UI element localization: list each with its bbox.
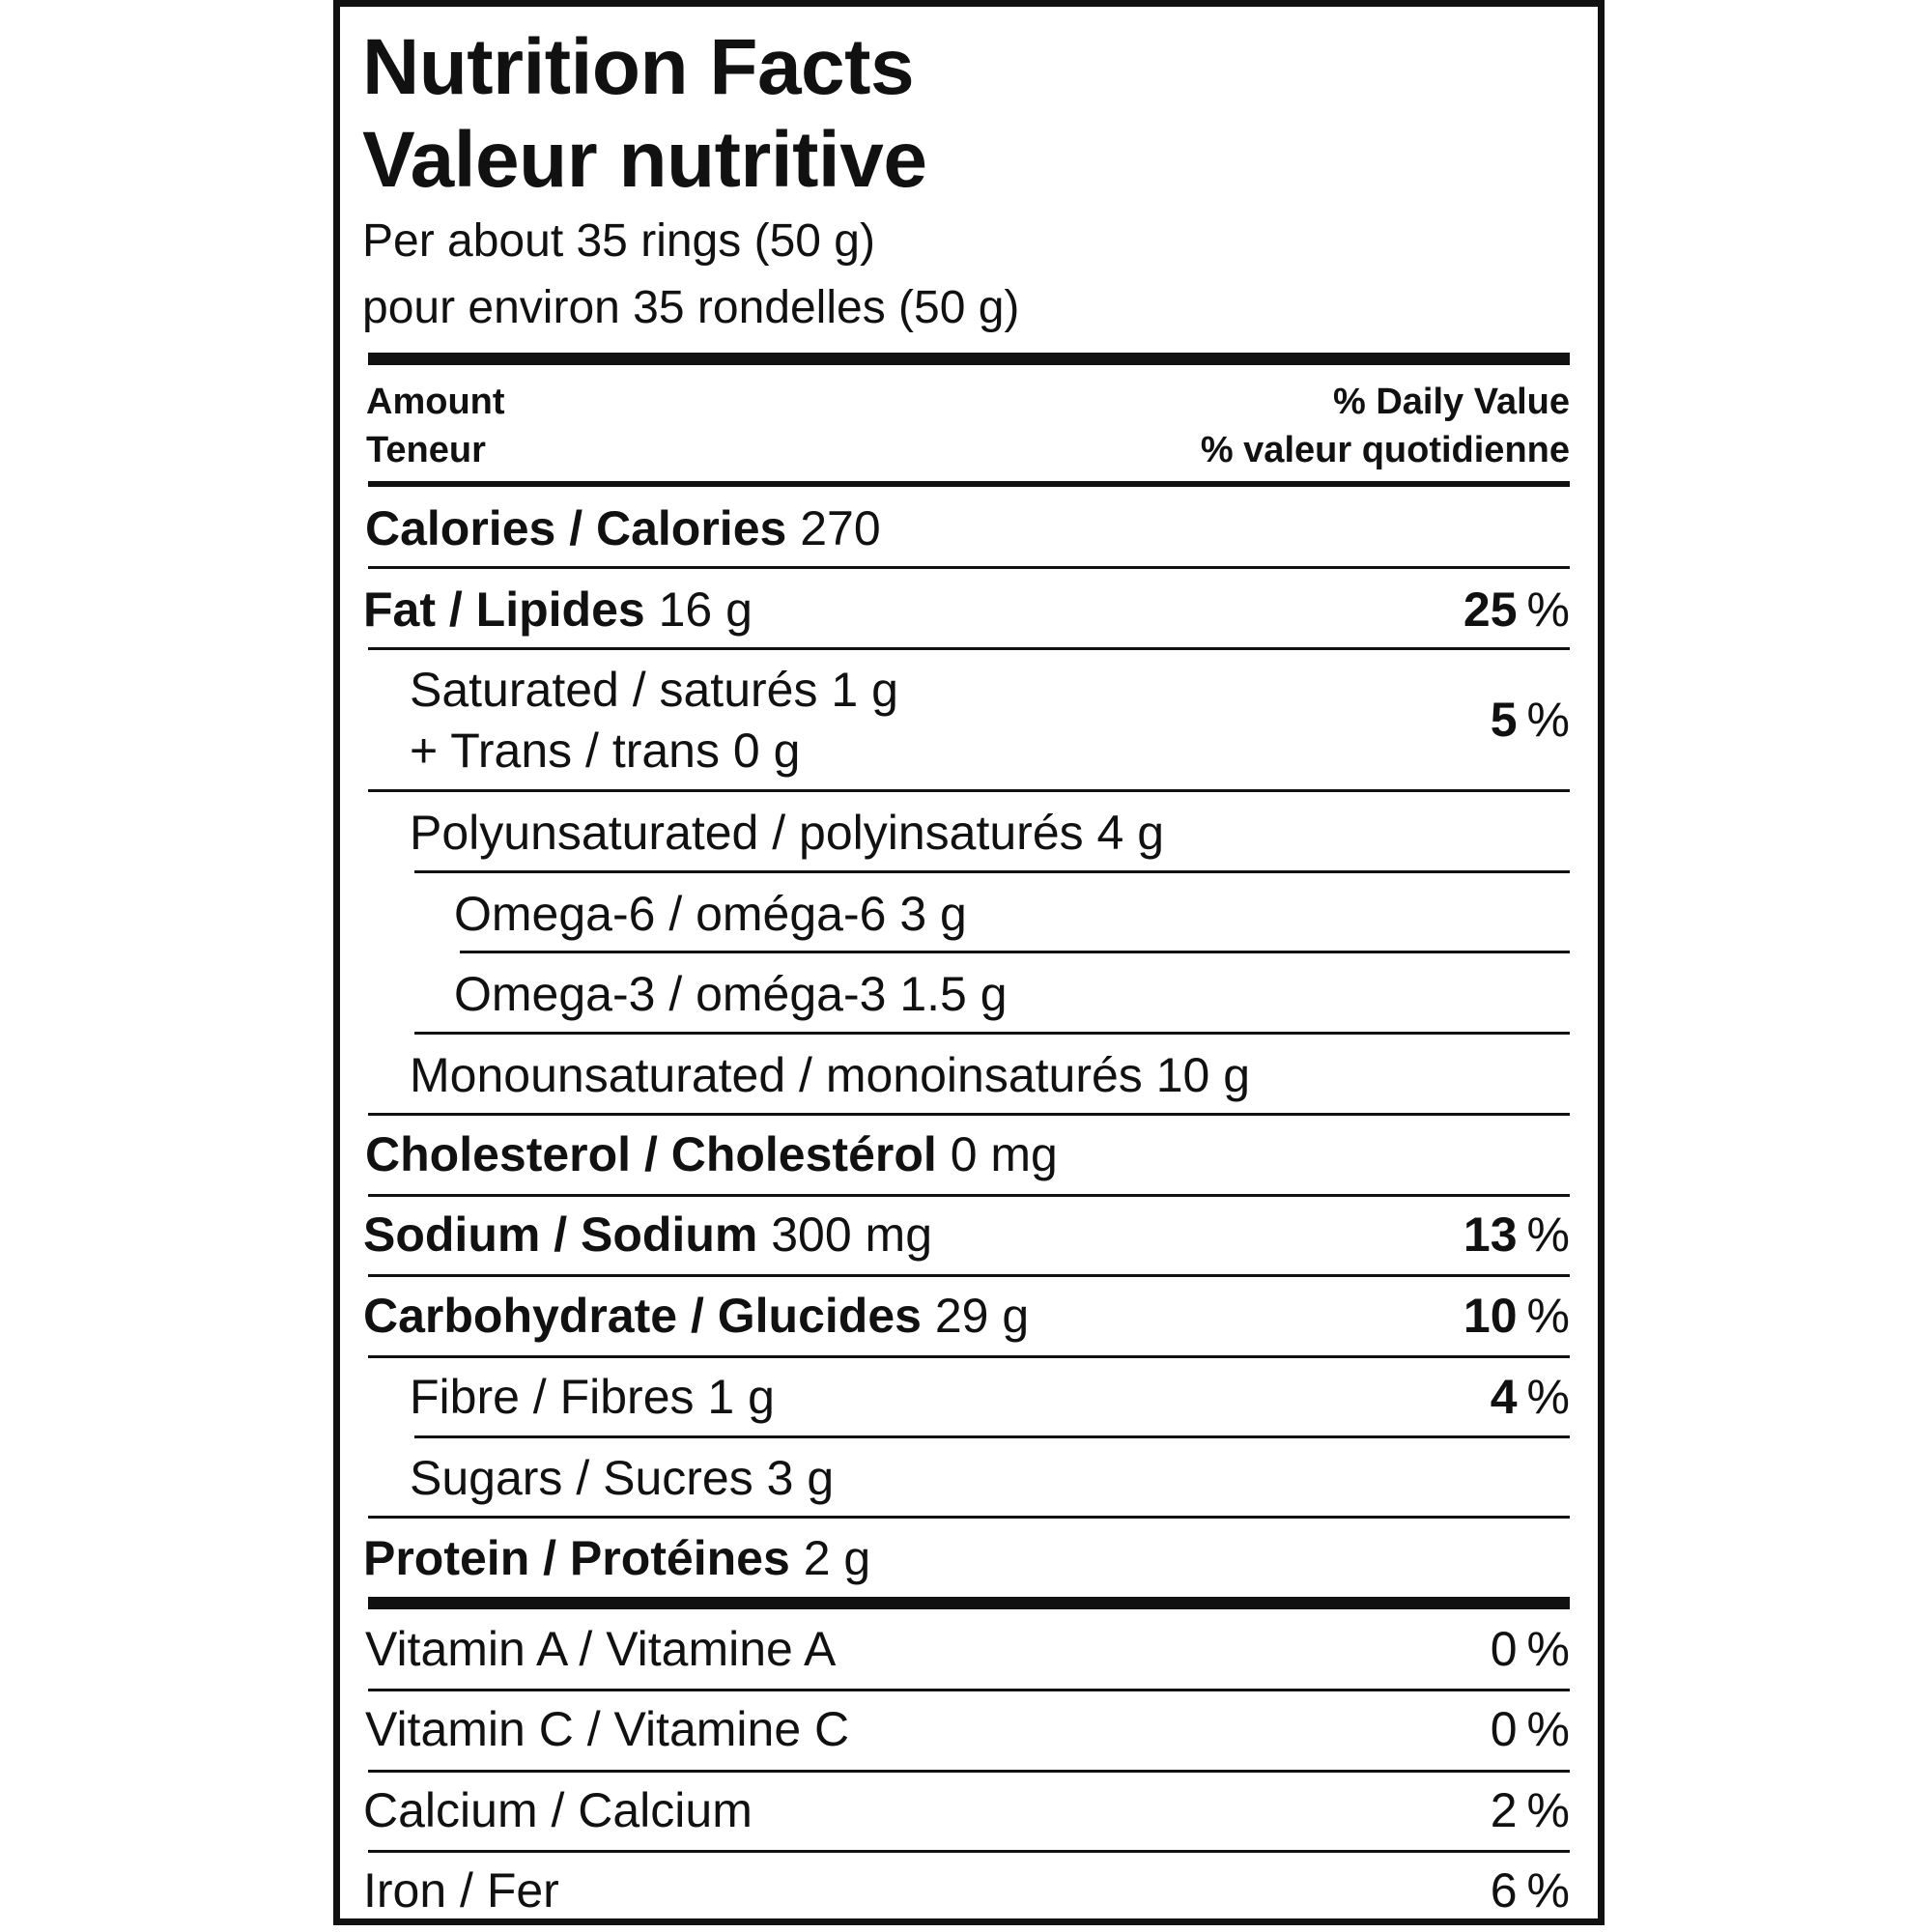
vitamin-c-row [365, 1700, 1570, 1758]
fibre-row [368, 1368, 1570, 1426]
vitamin-c-name: Vitamin C / Vitamine C [365, 1702, 850, 1756]
divider [414, 870, 1570, 873]
fat-daily-value: 25 % [1463, 582, 1570, 637]
calcium-daily-value: 2 % [1490, 1783, 1570, 1837]
amount-header-english: Amount [366, 382, 505, 422]
divider [460, 951, 1570, 953]
calcium-row [363, 1781, 1570, 1839]
calcium-name: Calcium / Calcium [363, 1783, 753, 1837]
vitamin-a-row [365, 1620, 1570, 1678]
fibre-daily-value: 4 % [1490, 1370, 1570, 1424]
saturated-trans-daily-value: 5 % [1490, 693, 1570, 747]
header-rule [368, 481, 1570, 487]
omega-3-row [368, 965, 1570, 1023]
daily-value-header-french: % valeur quotidienne [1200, 430, 1570, 470]
amount-header-french: Teneur [366, 430, 486, 470]
divider [368, 1689, 1570, 1691]
calories-name: Calories / Calories 270 [365, 501, 881, 555]
sodium-row [363, 1206, 1570, 1264]
fat-row [363, 581, 1570, 639]
omega-6-row [368, 885, 1570, 943]
protein-row [363, 1529, 1570, 1587]
divider [368, 1770, 1570, 1773]
title-english: Nutrition Facts [362, 23, 915, 111]
sugars-name: Sugars / Sucres 3 g [410, 1451, 835, 1505]
omega-6-name: Omega-6 / oméga-6 3 g [454, 887, 967, 941]
vitamin-a-daily-value: 0 % [1490, 1622, 1570, 1676]
sodium-name: Sodium / Sodium 300 mg [363, 1208, 933, 1262]
divider [368, 1355, 1570, 1358]
divider [368, 566, 1570, 569]
saturated-trans-daily-value-row [368, 691, 1570, 749]
protein-name: Protein / Protéines 2 g [363, 1531, 871, 1585]
iron-daily-value: 6 % [1490, 1863, 1570, 1918]
divider [368, 1194, 1570, 1197]
monounsaturated-row [368, 1046, 1570, 1104]
divider [414, 1435, 1570, 1438]
divider [368, 1850, 1570, 1853]
polyunsaturated-row [368, 804, 1570, 862]
iron-name: Iron / Fer [363, 1863, 559, 1918]
monounsaturated-name: Monounsaturated / monoinsaturés 10 g [410, 1048, 1251, 1102]
omega-3-name: Omega-3 / oméga-3 1.5 g [454, 967, 1008, 1021]
thick-rule-bottom [368, 1597, 1570, 1609]
iron-row [363, 1861, 1570, 1919]
fibre-name: Fibre / Fibres 1 g [410, 1370, 775, 1424]
fat-name: Fat / Lipides 16 g [363, 582, 753, 637]
divider [368, 1274, 1570, 1277]
divider [368, 789, 1570, 792]
divider [368, 1516, 1570, 1519]
vitamin-c-daily-value: 0 % [1490, 1702, 1570, 1756]
divider [368, 647, 1570, 650]
nutrition-label [333, 0, 1605, 1925]
trans-name: + Trans / trans 0 g [410, 724, 801, 778]
saturated-name: Saturated / saturés 1 g [410, 663, 898, 717]
polyunsaturated-name: Polyunsaturated / polyinsaturés 4 g [410, 806, 1165, 860]
thick-rule-top [368, 353, 1570, 365]
serving-size-french: pour environ 35 rondelles (50 g) [362, 282, 1020, 333]
carbohydrate-row [363, 1287, 1570, 1345]
serving-size-english: Per about 35 rings (50 g) [362, 215, 875, 267]
divider [414, 1032, 1570, 1035]
cholesterol-row [365, 1125, 1570, 1183]
carbohydrate-name: Carbohydrate / Glucides 29 g [363, 1289, 1030, 1343]
sodium-daily-value: 13 % [1463, 1208, 1570, 1262]
vitamin-a-name: Vitamin A / Vitamine A [365, 1622, 837, 1676]
sugars-row [368, 1449, 1570, 1507]
carbohydrate-daily-value: 10 % [1463, 1289, 1570, 1343]
cholesterol-name: Cholesterol / Cholestérol 0 mg [365, 1127, 1058, 1181]
calories-row [365, 499, 1570, 557]
title-french: Valeur nutritive [362, 116, 927, 204]
daily-value-header-english: % Daily Value [1332, 382, 1570, 422]
divider [368, 1113, 1570, 1116]
